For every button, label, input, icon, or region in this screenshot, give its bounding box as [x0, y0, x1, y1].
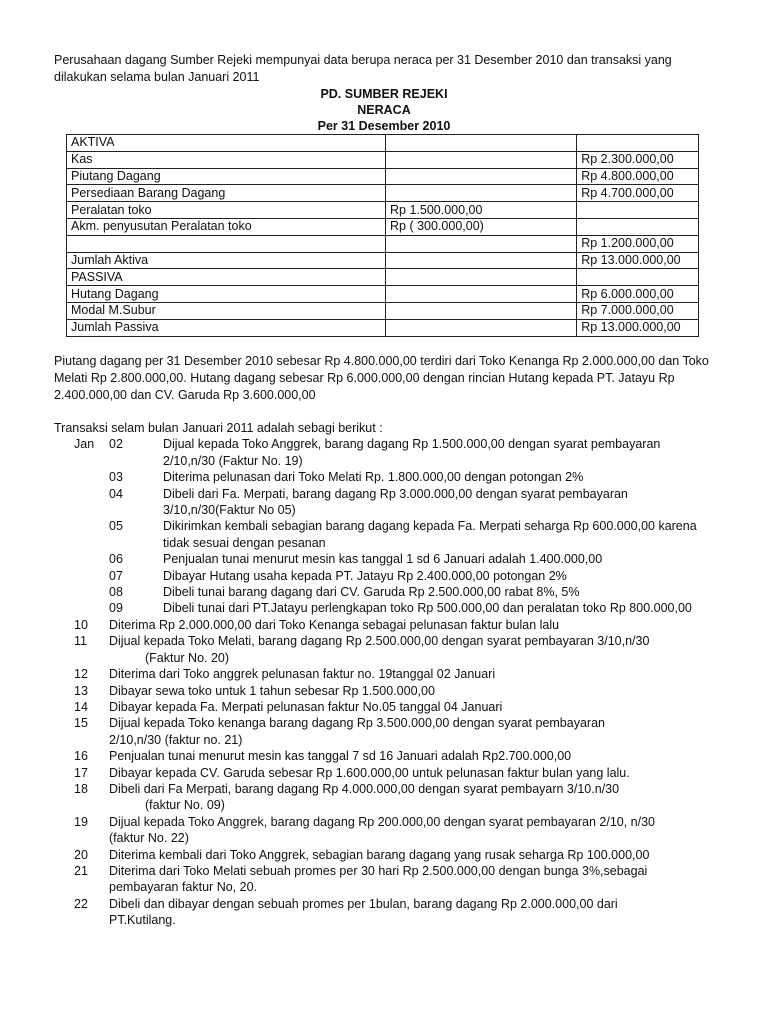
table-cell — [67, 235, 386, 252]
transaction-item — [54, 715, 744, 748]
table-cell: Rp 4.700.000,00 — [577, 185, 699, 202]
transaction-text — [109, 748, 744, 764]
transaction-continuation: 3/10,n/30(Faktur No 05) — [163, 503, 296, 518]
transaction-text — [163, 518, 744, 551]
transaction-month — [54, 469, 109, 485]
table-row — [67, 319, 699, 336]
table-cell — [386, 151, 577, 168]
transaction-item — [54, 600, 744, 616]
transaction-description: Diterima kembali dari Toko Anggrek, sebagian barang dagang yang rusak seharga Rp 100.000,00 — [109, 847, 650, 862]
receivables-paragraph: Piutang dagang per 31 Desember 2010 sebesar Rp 4.800.000,00 terdiri dari Toko Kenanga Rp 2.000.000,00 dan Toko Melati Rp 2.800.000,00. Hutang dagang sebesar Rp 6.000.000,00 dengan rincian Hutang kepada PT. Jatayu Rp 2.400.000,00 dan CV. Garuda Rp 3.600.000,00 — [54, 354, 709, 402]
transaction-month: 22 — [74, 896, 88, 911]
table-cell: Rp 13.000.000,00 — [577, 319, 699, 336]
transaction-item — [54, 584, 744, 600]
transaction-month — [54, 568, 109, 584]
transaction-description: Penjualan tunai menurut mesin kas tanggal 1 sd 6 Januari adalah 1.400.000,00 — [163, 552, 603, 567]
transaction-item — [54, 551, 744, 567]
transaction-text — [109, 847, 744, 863]
table-cell — [386, 135, 577, 152]
transaction-day: 08 — [109, 585, 123, 600]
table-cell: AKTIVA — [67, 135, 386, 152]
transaction-day: 05 — [109, 519, 123, 534]
table-row — [67, 269, 699, 286]
transaction-month — [54, 551, 109, 567]
transaction-description: Dijual kepada Toko Melati, barang dagang Rp 2.500.000,00 dengan syarat pembayaran 3/10,n/30 — [109, 634, 650, 649]
transaction-item — [54, 568, 744, 584]
transaction-text — [109, 699, 744, 715]
transaction-day: 06 — [109, 552, 123, 567]
table-row — [67, 151, 699, 168]
transaction-continuation: (faktur No. 09) — [145, 798, 225, 813]
transaction-item — [54, 847, 744, 863]
transaction-item — [54, 896, 744, 929]
transaction-text — [163, 551, 744, 567]
transaction-month: 16 — [74, 749, 88, 764]
transaction-description: Dibayar Hutang usaha kepada PT. Jatayu Rp 2.400.000,00 potongan 2% — [163, 568, 567, 583]
table-cell: Rp 1.500.000,00 — [386, 202, 577, 219]
transaction-continuation: 2/10,n/30 (Faktur No. 19) — [163, 453, 303, 468]
transaction-month: 21 — [74, 863, 88, 878]
table-row — [67, 185, 699, 202]
table-row — [67, 235, 699, 252]
table-cell: Hutang Dagang — [67, 286, 386, 303]
transaction-item — [54, 765, 744, 781]
table-cell: Rp 7.000.000,00 — [577, 302, 699, 319]
transaction-item — [54, 666, 744, 682]
transaction-item — [54, 781, 744, 814]
transaction-description: Dibayar kepada Fa. Merpati pelunasan faktur No.05 tanggal 04 Januari — [109, 699, 503, 714]
balance-sheet-table — [66, 134, 699, 337]
transaction-description: Dijual kepada Toko Anggrek, barang dagang Rp 200.000,00 dengan syarat pembayaran 2/10, n/30 — [109, 814, 656, 829]
transactions-intro: Transaksi selam bulan Januari 2011 adalah sebagi berikut : — [54, 421, 383, 435]
transaction-item — [54, 617, 744, 633]
transaction-continuation: pembayaran faktur No, 20. — [109, 880, 257, 895]
transaction-text — [163, 568, 744, 584]
transaction-item — [54, 748, 744, 764]
table-row — [67, 218, 699, 235]
table-cell: Persediaan Barang Dagang — [67, 185, 386, 202]
transaction-month — [54, 518, 109, 551]
transaction-text — [109, 781, 744, 814]
transaction-month: 11 — [74, 634, 87, 649]
transaction-description: Dibayar kepada CV. Garuda sebesar Rp 1.600.000,00 untuk pelunasan faktur bulan yang lalu. — [109, 765, 630, 780]
transaction-text — [109, 765, 744, 781]
transaction-text — [109, 617, 744, 633]
transaction-continuation: tidak sesuai dengan pesanan — [163, 535, 326, 550]
transaction-description: Dikirimkan kembali sebagian barang dagang kepada Fa. Merpati seharga Rp 600.000,00 karena — [163, 519, 697, 534]
transaction-text — [109, 666, 744, 682]
transaction-item — [54, 469, 744, 485]
table-cell — [386, 302, 577, 319]
transaction-description: Diterima Rp 2.000.000,00 dari Toko Kenanga sebagai pelunasan faktur bulan lalu — [109, 617, 560, 632]
table-cell — [386, 168, 577, 185]
table-cell: Rp 4.800.000,00 — [577, 168, 699, 185]
table-cell: Rp 13.000.000,00 — [577, 252, 699, 269]
table-cell — [386, 185, 577, 202]
transaction-month — [54, 600, 109, 616]
table-row — [67, 202, 699, 219]
table-row — [67, 168, 699, 185]
transaction-text — [163, 486, 744, 519]
table-cell: Piutang Dagang — [67, 168, 386, 185]
transaction-description: Dibeli tunai dari PT.Jatayu perlengkapan toko Rp 500.000,00 dan peralatan toko Rp 800.000,00 — [163, 601, 692, 616]
transaction-text — [109, 863, 744, 896]
table-row — [67, 135, 699, 152]
transaction-month: 19 — [74, 814, 88, 829]
transaction-text — [163, 584, 744, 600]
transaction-day: 07 — [109, 568, 123, 583]
transaction-item — [54, 683, 744, 699]
transaction-item — [54, 486, 744, 519]
transaction-description: Dibeli dan dibayar dengan sebuah promes per 1bulan, barang dagang Rp 2.000.000,00 dari — [109, 896, 618, 911]
transaction-description: Dibayar sewa toko untuk 1 tahun sebesar Rp 1.500.000,00 — [109, 683, 435, 698]
transaction-month — [54, 584, 109, 600]
table-cell: Jumlah Passiva — [67, 319, 386, 336]
transaction-text — [109, 715, 744, 748]
transactions-list — [54, 420, 744, 929]
transaction-text — [109, 814, 744, 847]
transaction-month: 14 — [74, 699, 88, 714]
transaction-month: 13 — [74, 683, 88, 698]
transaction-description: Penjualan tunai menurut mesin kas tanggal 7 sd 16 Januari adalah Rp2.700.000,00 — [109, 749, 572, 764]
transaction-description: Diterima dari Toko anggrek pelunasan faktur no. 19tanggal 02 Januari — [109, 667, 496, 682]
transaction-text — [109, 683, 744, 699]
transaction-continuation: (faktur No. 22) — [109, 831, 189, 846]
table-cell: Peralatan toko — [67, 202, 386, 219]
transaction-text — [109, 896, 744, 929]
table-cell — [386, 269, 577, 286]
transaction-item — [54, 436, 744, 469]
table-cell: PASSIVA — [67, 269, 386, 286]
document-title: NERACA — [357, 103, 411, 117]
intro-paragraph: Perusahaan dagang Sumber Rejeki mempunyai data berupa neraca per 31 Desember 2010 dan transaksi yang dilakukan selama bulan Januari 2011 — [54, 53, 672, 84]
transaction-item — [54, 863, 744, 896]
transaction-description: Dibeli dari Fa. Merpati, barang dagang Rp 3.000.000,00 dengan syarat pembayaran — [163, 486, 628, 501]
table-cell — [386, 252, 577, 269]
transaction-month: 18 — [74, 781, 88, 796]
transaction-description: Dijual kepada Toko kenanga barang dagang Rp 3.500.000,00 dengan syarat pembayaran — [109, 716, 605, 731]
table-cell: Kas — [67, 151, 386, 168]
transaction-month: 17 — [74, 765, 88, 780]
transaction-month: 15 — [74, 716, 88, 731]
transaction-month — [54, 486, 109, 519]
transaction-text — [109, 633, 744, 666]
transaction-description: Dibeli tunai barang dagang dari CV. Garuda Rp 2.500.000,00 rabat 8%, 5% — [163, 585, 580, 600]
table-cell: Rp ( 300.000,00) — [386, 218, 577, 235]
transaction-month: 12 — [74, 667, 88, 682]
transaction-month: 20 — [74, 847, 88, 862]
table-cell — [386, 235, 577, 252]
transaction-day: 03 — [109, 470, 123, 485]
table-cell: Rp 1.200.000,00 — [577, 235, 699, 252]
table-row — [67, 286, 699, 303]
transaction-day: 09 — [109, 601, 123, 616]
table-cell — [577, 218, 699, 235]
table-cell — [386, 319, 577, 336]
transaction-continuation: (Faktur No. 20) — [145, 650, 230, 665]
document-date: Per 31 Desember 2010 — [317, 119, 451, 133]
transaction-description: Dibeli dari Fa Merpati, barang dagang Rp 4.000.000,00 dengan syarat pembayarn 3/10.n/30 — [109, 781, 620, 796]
transaction-day: 04 — [109, 486, 123, 501]
transaction-item — [54, 814, 744, 847]
table-cell: Jumlah Aktiva — [67, 252, 386, 269]
transaction-continuation: PT.Kutilang. — [109, 913, 176, 928]
table-cell: Rp 2.300.000,00 — [577, 151, 699, 168]
table-cell — [386, 286, 577, 303]
company-name: PD. SUMBER REJEKI — [320, 87, 448, 101]
transaction-item — [54, 633, 744, 666]
transaction-text — [163, 436, 744, 469]
table-cell: Rp 6.000.000,00 — [577, 286, 699, 303]
transaction-description: Diterima pelunasan dari Toko Melati Rp. 1.800.000,00 dengan potongan 2% — [163, 470, 584, 485]
table-cell — [577, 135, 699, 152]
transaction-text — [163, 469, 744, 485]
transaction-month: Jan — [74, 437, 95, 452]
table-cell — [577, 202, 699, 219]
transaction-day: 02 — [109, 437, 123, 452]
transaction-item — [54, 518, 744, 551]
table-cell: Modal M.Subur — [67, 302, 386, 319]
transaction-month: 10 — [74, 617, 88, 632]
transaction-description: Dijual kepada Toko Anggrek, barang dagang Rp 1.500.000,00 dengan syarat pembayaran — [163, 437, 661, 452]
table-cell: Akm. penyusutan Peralatan toko — [67, 218, 386, 235]
transaction-text — [163, 600, 744, 616]
table-row — [67, 302, 699, 319]
table-row — [67, 252, 699, 269]
transaction-continuation: 2/10,n/30 (faktur no. 21) — [109, 732, 243, 747]
transaction-item — [54, 699, 744, 715]
transaction-description: Diterima dari Toko Melati sebuah promes per 30 hari Rp 2.500.000,00 dengan bunga 3%,sebagai — [109, 863, 648, 878]
table-cell — [577, 269, 699, 286]
